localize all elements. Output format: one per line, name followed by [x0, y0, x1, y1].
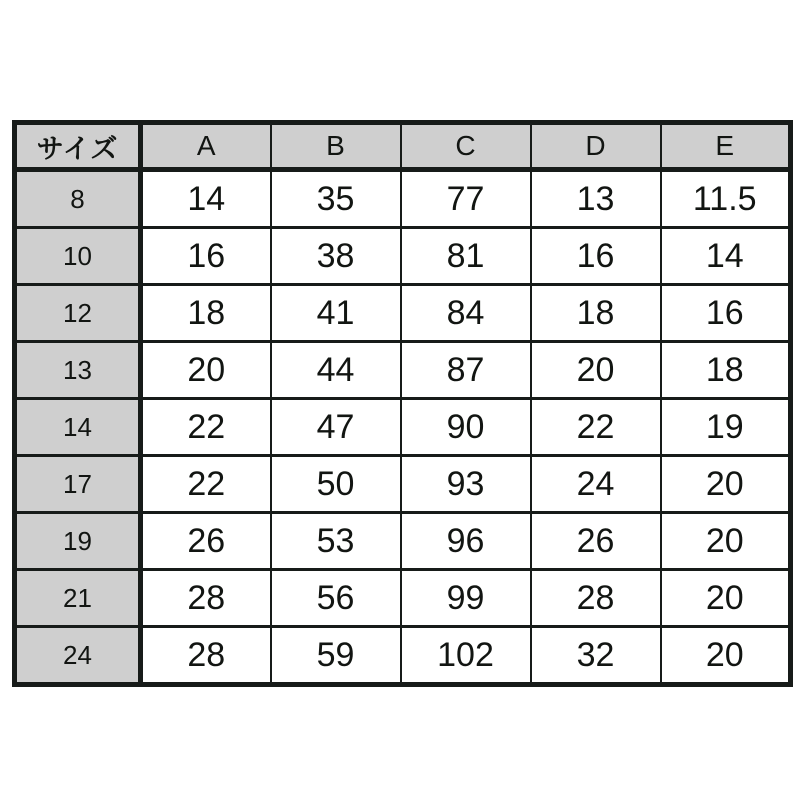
table-cell: 47 — [271, 399, 401, 456]
table-cell: 18 — [531, 285, 661, 342]
size-chart-table — [12, 120, 793, 687]
table-cell: 24 — [531, 456, 661, 513]
column-header-c: C — [401, 123, 531, 170]
table-row — [15, 627, 791, 685]
table-row — [15, 456, 791, 513]
column-header-e: E — [661, 123, 791, 170]
row-header-size: 24 — [15, 627, 141, 685]
table-row — [15, 342, 791, 399]
row-header-size: 8 — [15, 170, 141, 228]
table-cell: 59 — [271, 627, 401, 685]
table-cell: 16 — [531, 228, 661, 285]
table-cell: 32 — [531, 627, 661, 685]
table-cell: 87 — [401, 342, 531, 399]
table-header-row — [15, 123, 791, 170]
table-cell: 16 — [661, 285, 791, 342]
row-header-size: 19 — [15, 513, 141, 570]
table-cell: 20 — [531, 342, 661, 399]
table-row — [15, 170, 791, 228]
row-header-size: 17 — [15, 456, 141, 513]
table-cell: 13 — [531, 170, 661, 228]
table-cell: 14 — [141, 170, 271, 228]
table-cell: 22 — [141, 456, 271, 513]
table-cell: 20 — [661, 570, 791, 627]
table-cell: 11.5 — [661, 170, 791, 228]
table-cell: 90 — [401, 399, 531, 456]
table-cell: 96 — [401, 513, 531, 570]
row-header-size: 14 — [15, 399, 141, 456]
row-header-size: 10 — [15, 228, 141, 285]
table-cell: 18 — [661, 342, 791, 399]
table-row — [15, 228, 791, 285]
table-cell: 50 — [271, 456, 401, 513]
table-row — [15, 399, 791, 456]
table-cell: 77 — [401, 170, 531, 228]
table-cell: 20 — [661, 627, 791, 685]
table-cell: 20 — [661, 513, 791, 570]
table-cell: 28 — [141, 627, 271, 685]
table-cell: 41 — [271, 285, 401, 342]
table-cell: 81 — [401, 228, 531, 285]
table-cell: 38 — [271, 228, 401, 285]
table-cell: 56 — [271, 570, 401, 627]
row-header-size: 21 — [15, 570, 141, 627]
table-cell: 53 — [271, 513, 401, 570]
table-cell: 19 — [661, 399, 791, 456]
table-cell: 99 — [401, 570, 531, 627]
table-cell: 26 — [531, 513, 661, 570]
column-header-d: D — [531, 123, 661, 170]
table-row — [15, 513, 791, 570]
table-cell: 84 — [401, 285, 531, 342]
table-cell: 44 — [271, 342, 401, 399]
table-cell: 26 — [141, 513, 271, 570]
table-cell: 35 — [271, 170, 401, 228]
table-cell: 16 — [141, 228, 271, 285]
table-cell: 102 — [401, 627, 531, 685]
column-header-size: サイズ — [15, 123, 141, 170]
table-row — [15, 570, 791, 627]
table-cell: 28 — [141, 570, 271, 627]
table-cell: 22 — [531, 399, 661, 456]
table-cell: 20 — [661, 456, 791, 513]
table-cell: 93 — [401, 456, 531, 513]
table-cell: 14 — [661, 228, 791, 285]
column-header-b: B — [271, 123, 401, 170]
table-cell: 18 — [141, 285, 271, 342]
table-row — [15, 285, 791, 342]
column-header-a: A — [141, 123, 271, 170]
row-header-size: 12 — [15, 285, 141, 342]
table-cell: 28 — [531, 570, 661, 627]
table-cell: 22 — [141, 399, 271, 456]
table-cell: 20 — [141, 342, 271, 399]
row-header-size: 13 — [15, 342, 141, 399]
